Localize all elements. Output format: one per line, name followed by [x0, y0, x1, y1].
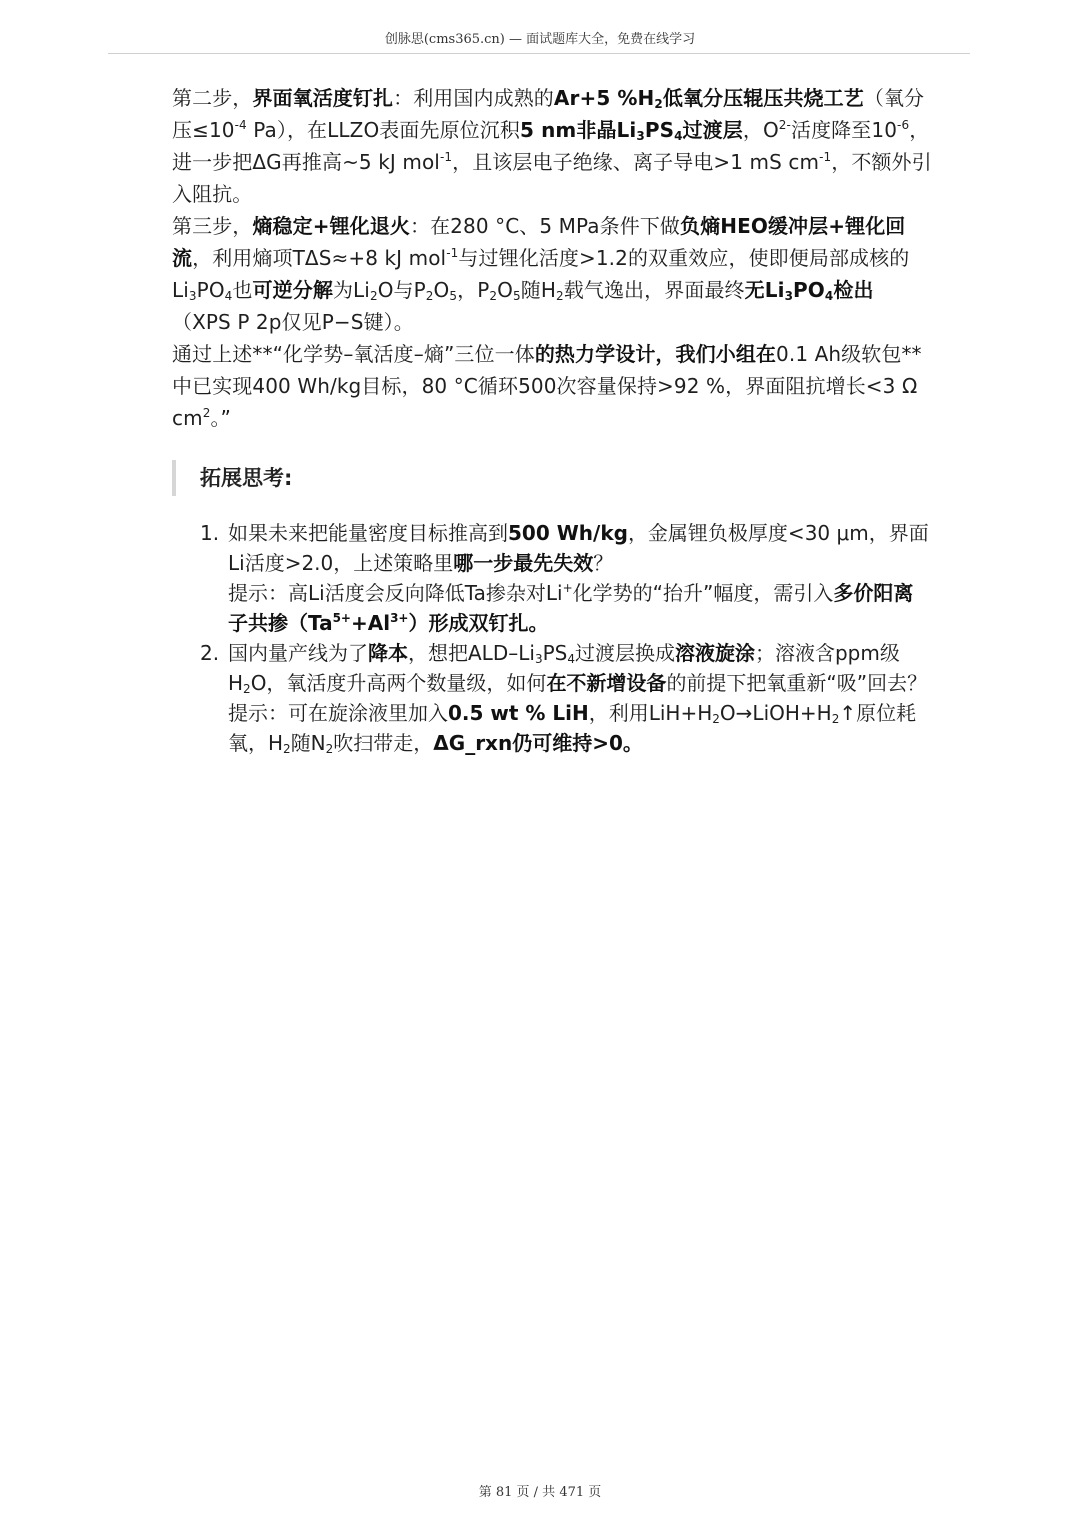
subscript: 5	[449, 289, 458, 303]
superscript: 2-	[778, 118, 791, 132]
text: O	[497, 278, 513, 302]
text: ；溶液含ppm级H	[228, 641, 900, 695]
question-text	[228, 638, 930, 698]
text: 载气逸出，界面最终	[563, 278, 745, 302]
subscript: 2	[283, 742, 291, 756]
page-header: 创脉思(cms365.cn) — 面试题库大全，免费在线学习	[384, 32, 696, 47]
superscript: -4	[234, 118, 247, 132]
text: O	[433, 278, 450, 302]
subscript: 3	[636, 129, 645, 143]
superscript: 5+	[332, 611, 351, 625]
subscript: 4	[224, 289, 233, 303]
text: ，利用LiH+H	[588, 701, 713, 725]
text: 随H	[520, 278, 556, 302]
question-text	[228, 518, 930, 578]
superscript: -1	[439, 150, 453, 164]
item-number: 2.	[200, 641, 220, 665]
step-title: 熵稳定+锂化退火	[252, 214, 410, 238]
text: 为Li	[332, 278, 370, 302]
text: 检出	[833, 278, 874, 302]
superscript: +	[562, 581, 573, 595]
text: ，利用熵项TΔS≈+8 kJ mol	[192, 246, 447, 270]
list-item	[200, 518, 930, 638]
header-divider	[108, 53, 970, 54]
bold-text: 降本	[368, 641, 408, 665]
text: 通过上述**“化学势–氧活度–熵”三位一体	[172, 342, 535, 366]
text: ，不额外引入阻抗。	[172, 150, 932, 206]
step-label: 第三步，	[172, 214, 253, 238]
text: 0.1 Ah级软包**中已实现400 Wh/kg目标，80 °C循环500次容量保持>92 %，界面阻抗增长<3 Ω cm	[172, 342, 922, 430]
item-number: 1.	[200, 521, 220, 545]
text: 无Li	[744, 278, 785, 302]
subscript: 2	[831, 712, 840, 726]
step-title: 界面氧活度钉扎	[252, 86, 394, 110]
superscript: -1	[819, 150, 832, 164]
text: ）形成双钉扎。	[408, 611, 549, 635]
text: ？	[593, 551, 614, 575]
text: 与过锂化活度>1.2的双重效应，使即便局部成核的Li	[172, 246, 910, 302]
bold-text	[745, 278, 874, 302]
question-list	[200, 518, 930, 758]
summary-paragraph	[172, 338, 932, 434]
text: 过渡层	[682, 118, 743, 142]
text: 的前提下把氧重新“吸”回去？	[666, 671, 928, 695]
bold-text: 的热力学设计，我们小组在	[534, 342, 777, 366]
bold-text: 哪一步最先失效	[453, 551, 594, 575]
text: 也	[232, 278, 253, 302]
bold-text: ΔG_rxn仍可维持>0。	[433, 731, 643, 755]
subscript: 2	[712, 712, 720, 726]
text: Ar+5 %H	[553, 86, 655, 110]
text: 提示：可在旋涂液里加入	[228, 701, 448, 725]
step-label: 第二步，	[172, 86, 253, 110]
text: O，氧活度升高两个数量级，如何	[250, 671, 547, 695]
text: ：在280 °C、5 MPa条件下做	[409, 214, 681, 238]
page-footer: 第 81 页 / 共 471 页	[478, 1485, 602, 1500]
step-three-paragraph	[172, 210, 932, 338]
text: ，O	[742, 118, 779, 142]
subscript: 4	[567, 652, 575, 666]
subscript: 2	[489, 289, 498, 303]
extension-heading: 拓展思考:	[172, 460, 932, 496]
superscript: 2	[202, 406, 211, 420]
text: ，且该层电子绝缘、离子导电>1 mS cm	[452, 150, 820, 174]
subscript: 3	[188, 289, 197, 303]
text: 低氧分压辊压共烧工艺	[662, 86, 864, 110]
text: PS	[644, 118, 675, 142]
bold-text: 0.5 wt % LiH	[448, 701, 589, 725]
bold-text	[554, 86, 864, 110]
subscript: 4	[824, 289, 834, 303]
text: ，想把ALD–Li	[408, 641, 535, 665]
text: 5 nm非晶Li	[520, 118, 637, 142]
text: +Al	[350, 611, 391, 635]
text: （氧分压≤10	[172, 86, 925, 142]
text: 随N	[290, 731, 326, 755]
text: ：利用国内成熟的	[393, 86, 554, 110]
subscript: 4	[674, 129, 683, 143]
superscript: 3+	[390, 611, 409, 625]
text: 。”	[210, 406, 231, 430]
bold-text: 可逆分解	[252, 278, 333, 302]
text: ，P	[457, 278, 490, 302]
text: 如果未来把能量密度目标推高到	[228, 521, 508, 545]
subscript: 2	[369, 289, 378, 303]
list-item	[200, 638, 930, 758]
bold-text	[520, 118, 743, 142]
text: 过渡层换成	[574, 641, 675, 665]
subscript: 2	[654, 97, 663, 111]
text: Pa），在LLZO表面先原位沉积	[246, 118, 520, 142]
subscript: 3	[784, 289, 794, 303]
hint-text	[228, 698, 930, 758]
text: 提示：高Li活度会反向降低Ta掺杂对Li	[228, 581, 563, 605]
text: ，金属锂负极厚度<30 μm，界面Li活度>2.0，上述策略里	[228, 521, 929, 575]
text: PO	[793, 278, 825, 302]
text: 多价阳离子共掺（Ta	[228, 581, 914, 635]
text: ，进一步把ΔG再推高~5 kJ mol	[172, 118, 930, 174]
text: PS	[542, 641, 568, 665]
text: 国内量产线为了	[228, 641, 368, 665]
step-two-paragraph	[172, 82, 932, 210]
text: 活度降至10	[790, 118, 898, 142]
bold-text: 溶液旋涂	[674, 641, 755, 665]
text: 吹扫带走，	[333, 731, 434, 755]
subscript: 2	[425, 289, 434, 303]
subscript: 2	[243, 682, 251, 696]
subscript: 2	[325, 742, 334, 756]
text: （XPS P 2p仅见P−S键）。	[172, 310, 414, 334]
subscript: 5	[513, 289, 521, 303]
text: O与P	[377, 278, 426, 302]
subscript: 2	[556, 289, 564, 303]
bold-text: 负熵HEO缓冲层+锂化回流	[172, 214, 906, 270]
text: O→LiOH+H	[719, 701, 832, 725]
hint-text	[228, 578, 930, 638]
bold-text: 在不新增设备	[546, 671, 667, 695]
bold-text: 500 Wh/kg	[508, 521, 628, 545]
subscript: 3	[534, 652, 543, 666]
text: PO	[196, 278, 225, 302]
text: ↑原位耗氧，H	[228, 701, 917, 755]
text: 化学势的“抬升”幅度，需引入	[572, 581, 834, 605]
superscript: -1	[446, 246, 459, 260]
superscript: -6	[897, 118, 910, 132]
main-text	[172, 82, 932, 434]
